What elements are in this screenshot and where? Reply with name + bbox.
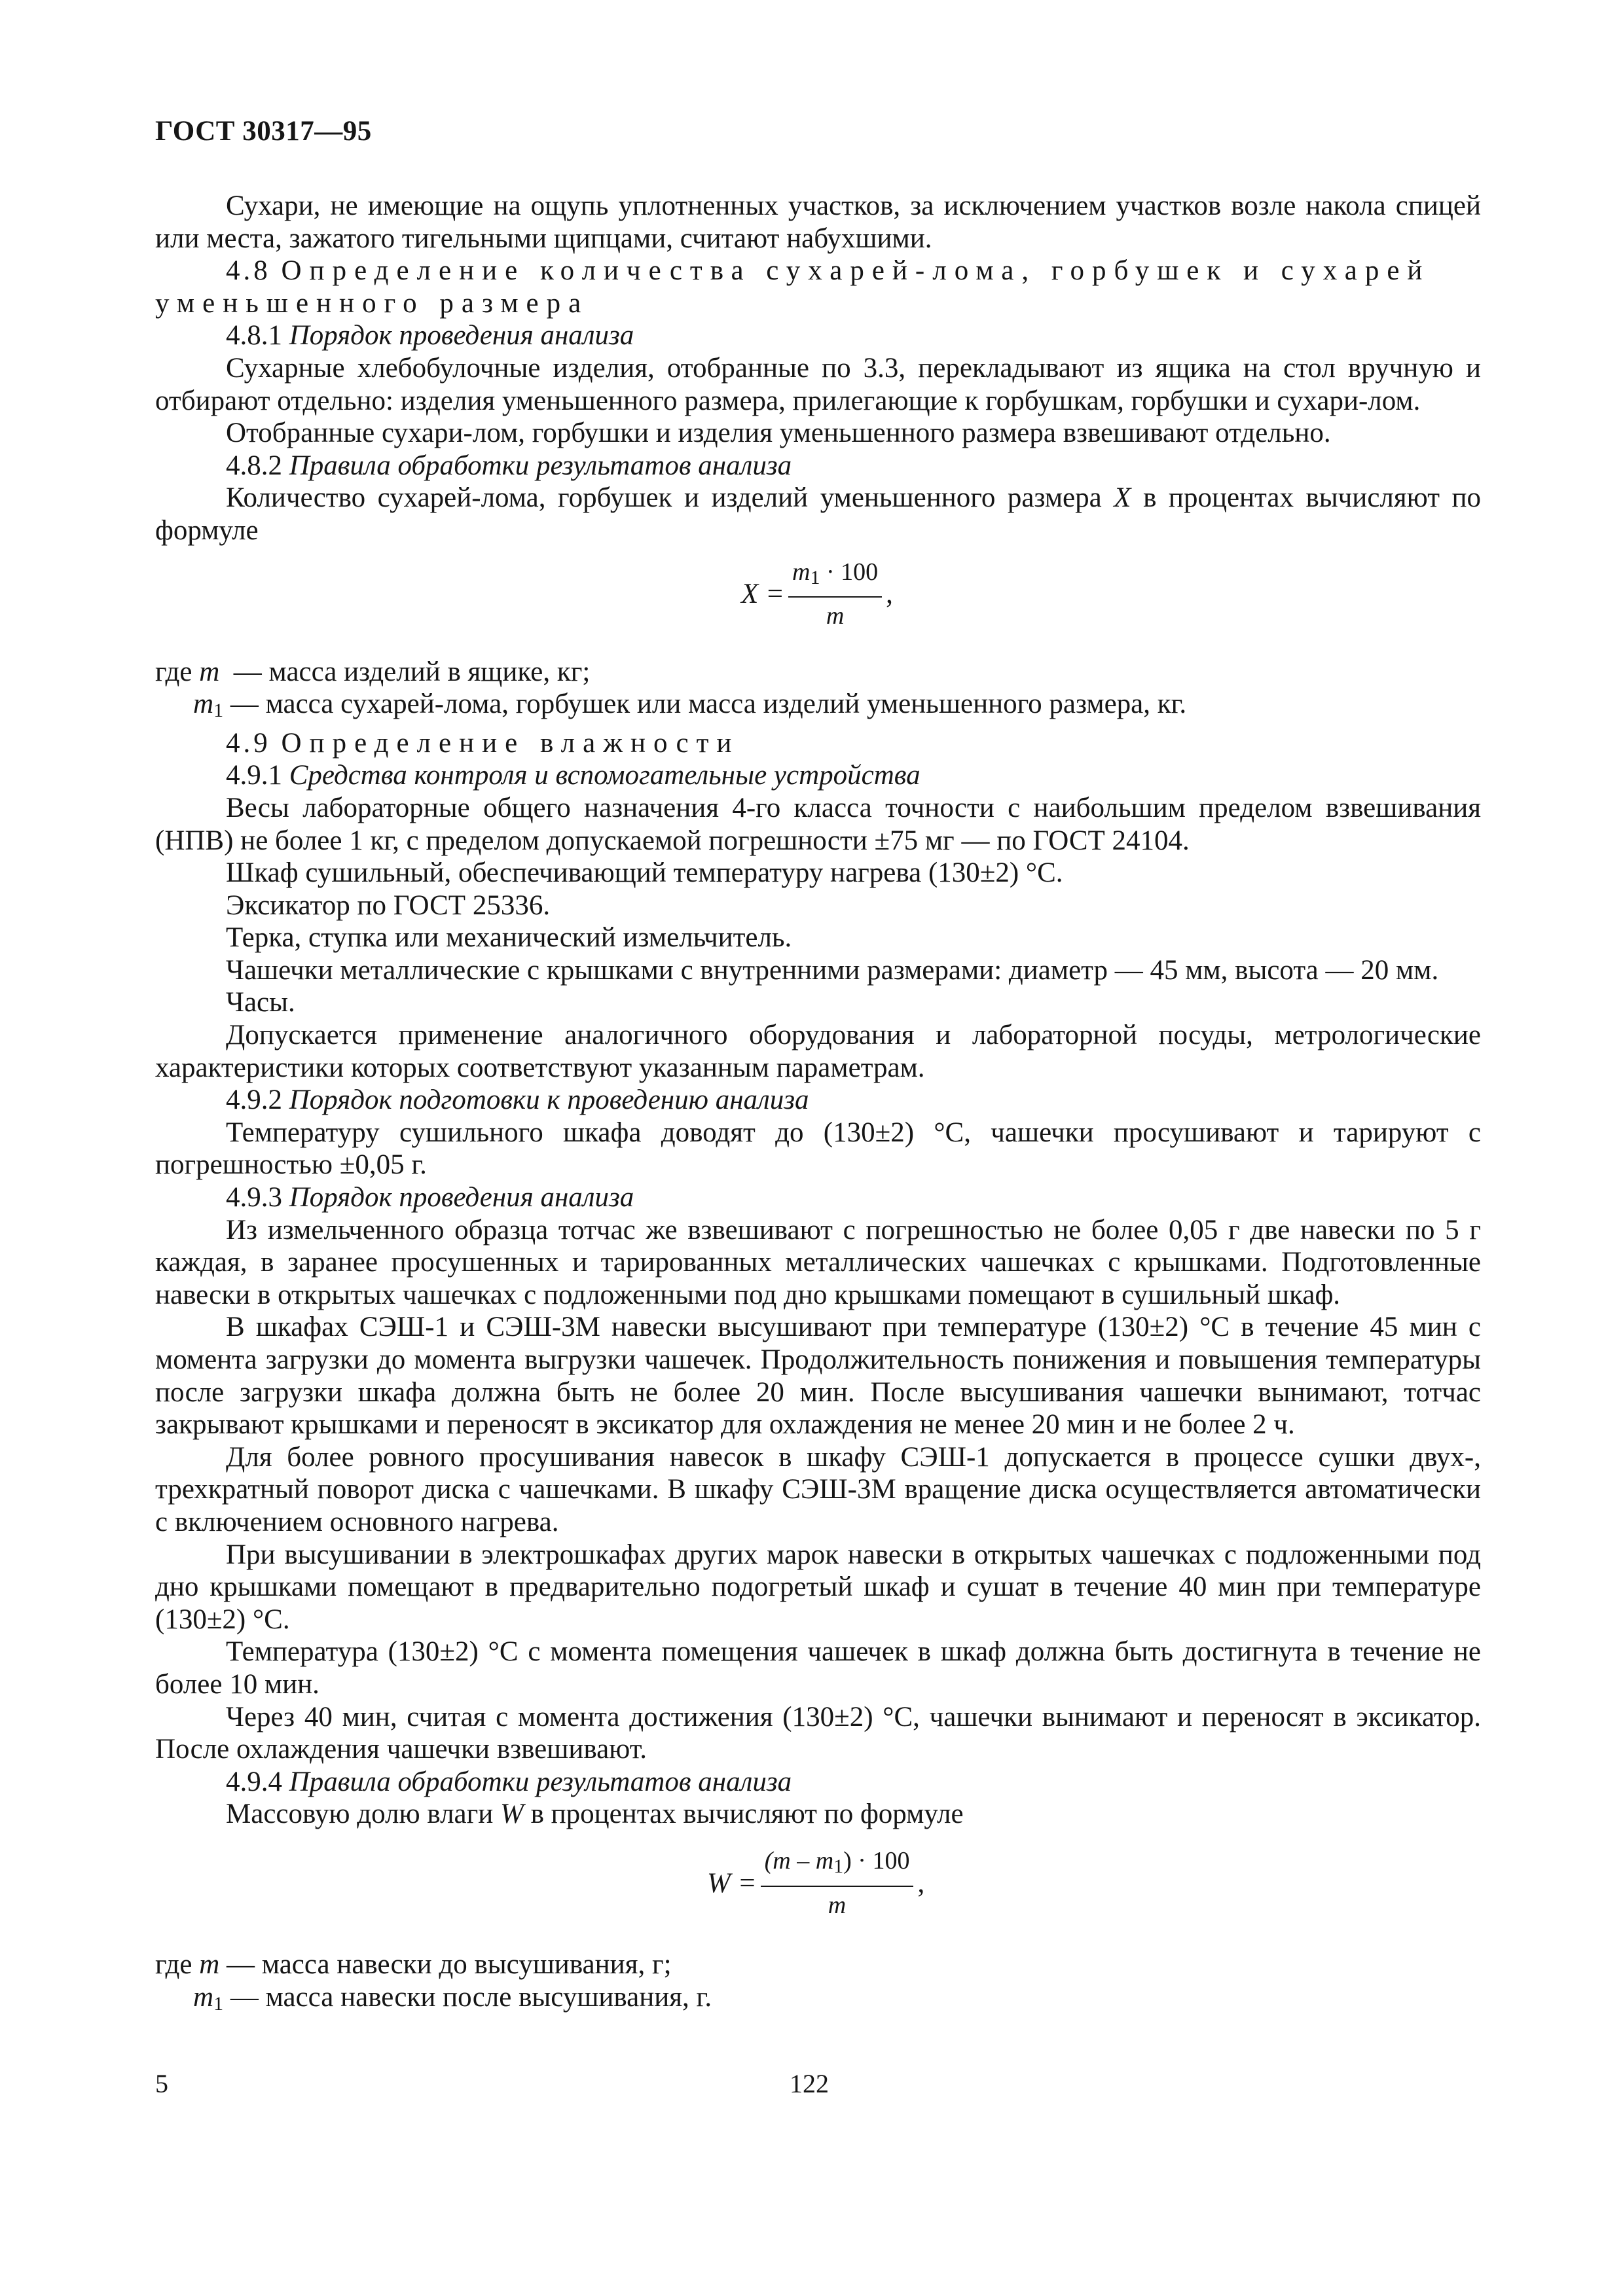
subsection-heading-4-9-2 <box>155 1084 1481 1117</box>
subsection-title: Порядок проведения анализа <box>289 1182 634 1213</box>
section-number: 4.9 <box>226 727 271 759</box>
formula-numerator <box>788 556 882 597</box>
paragraph: Температуру сушильного шкафа доводят до (130±2) °С, чашечки просушивают и тарируют с погрешностью ±0,05 г. <box>155 1117 1481 1181</box>
formula-fraction <box>788 556 882 633</box>
paragraph: Отобранные сухари-лом, горбушки и изделия уменьшенного размера взвешивают отдельно. <box>226 418 1331 449</box>
section-heading-4-8 <box>155 255 1481 319</box>
subsection-heading-4-9-1 <box>155 759 1481 792</box>
paragraph: Сухари, не имеющие на ощупь уплотненных участков, за исключением участков возле накола спицей или места, зажатого тигельными щипцами, считают набухшими. <box>155 190 1481 254</box>
subsection-number: 4.9.3 <box>226 1182 282 1213</box>
text-fragment: в процентах вычисляют по формуле <box>530 1799 964 1830</box>
subscript: 1 <box>213 1992 224 2015</box>
subsection-title: Средства контроля и вспомогательные устройства <box>289 760 921 791</box>
legend-line <box>155 1948 1481 1981</box>
subsection-heading-4-9-3 <box>155 1181 1481 1214</box>
text-fragment: Массовую долю влаги <box>226 1799 494 1830</box>
formula-numerator <box>761 1845 914 1886</box>
legend-var: m <box>193 689 214 720</box>
section-number: 4.8 <box>226 255 271 287</box>
variable-w: W <box>500 1799 524 1830</box>
paragraph: Через 40 мин, считая с момента достижения (130±2) °С, чашечки вынимают и переносят в эксикатор. После охлаждения чашечки взвешивают. <box>155 1701 1481 1765</box>
legend-line <box>155 656 1481 689</box>
paragraph: Часы. <box>226 987 295 1018</box>
text-fragment: в процентах вычисляют по формуле <box>155 482 1482 546</box>
legend-line <box>155 1981 1481 2020</box>
subscript: 1 <box>810 566 820 588</box>
subsection-number: 4.9.2 <box>226 1085 282 1116</box>
legend-text: — масса изделий в ящике, кг; <box>233 656 591 687</box>
var-m: m <box>792 558 811 586</box>
numerator-part: (m – m <box>764 1846 834 1874</box>
subsection-number: 4.9.1 <box>226 760 282 791</box>
text-fragment: Количество сухарей-лома, горбушек и изделий уменьшенного размера <box>226 482 1102 514</box>
section-heading-4-9 <box>155 727 1481 760</box>
subsection-heading-4-8-2 <box>155 450 1481 482</box>
document-body <box>155 190 1481 2020</box>
legend-text: — масса сухарей-лома, горбушек или масса изделий уменьшенного размера, кг. <box>230 689 1187 720</box>
legend-text: — масса навески до высушивания, г; <box>227 1948 672 1980</box>
legend-var: m <box>199 656 220 687</box>
paragraph: Эксикатор по ГОСТ 25336. <box>226 889 551 921</box>
variable-x: X <box>1114 482 1131 514</box>
formula-comma: , <box>886 579 893 610</box>
formula-lhs: X = <box>741 579 785 610</box>
formula-fraction <box>761 1845 914 1922</box>
legend-word: где <box>155 1948 192 1980</box>
formula-w <box>155 1840 1481 1938</box>
legend-word: где <box>155 656 192 687</box>
subsection-heading-4-9-4 <box>155 1766 1481 1799</box>
legend-var: m <box>199 1948 220 1980</box>
section-title: Определение количества сухарей-лома, горбушек и сухарей уменьшенного размера <box>155 255 1431 319</box>
paragraph: Весы лабораторные общего назначения 4-го класса точности с наибольшим пределом взвешивания (НПВ) не более 1 кг, с пределом допускаемой погрешности ±75 мг — по ГОСТ 24104. <box>155 792 1481 856</box>
paragraph: При высушивании в электрошкафах других марок навески в открытых чашечках с подложенными под дно крышками помещают в предварительно подогретый шкаф и сушат в течение 40 мин при температуре (130±2) °С. <box>155 1539 1481 1635</box>
paragraph: В шкафах СЭШ-1 и СЭШ-3М навески высушивают при температуре (130±2) °С в течение 45 мин с момента загрузки до момента выгрузки чашечек. Продолжительность понижения и повышения температуры после загрузки шкафа должна быть не более 20 мин. После высушивания чашечки вынимают, тотчас закрывают крышками и переносят в эксикатор для охлаждения не менее 20 мин и не более 2 ч. <box>155 1312 1481 1441</box>
paragraph: Терка, ступка или механический измельчитель. <box>226 922 792 954</box>
paragraph: Допускается применение аналогичного оборудования и лабораторной посуды, метрологические характеристики которых соответствуют указанным параметрам. <box>155 1020 1481 1083</box>
legend-text: — масса навески после высушивания, г. <box>230 1981 712 2013</box>
legend-line <box>155 688 1481 727</box>
section-title: Определение влажности <box>281 727 740 759</box>
subsection-heading-4-8-1 <box>155 319 1481 352</box>
subsection-number: 4.9.4 <box>226 1766 282 1797</box>
numerator-factor: · 100 <box>826 558 879 586</box>
subsection-title: Правила обработки результатов анализа <box>289 1766 792 1797</box>
page-number-center: 122 <box>790 2069 829 2098</box>
subsection-title: Порядок проведения анализа <box>289 320 634 351</box>
formula-denominator: m <box>828 1891 847 1919</box>
subsection-number: 4.8.1 <box>226 320 282 351</box>
document-header: ГОСТ 30317—95 <box>155 116 372 147</box>
paragraph <box>155 482 1481 547</box>
paragraph: Из измельченного образца тотчас же взвешивают с погрешностью не более 0,05 г две навески по 5 г каждая, в заранее просушенных и тарированных металлических чашечках с крышками. Подготовленные навески в открытых чашечках с подложенными под дно крышками помещают в сушильный шкаф. <box>155 1214 1481 1310</box>
paragraph: Сухарные хлебобулочные изделия, отобранные по 3.3, перекладывают из ящика на стол вручную и отбирают отдельно: изделия уменьшенного размера, прилегающие к горбушкам, горбушки и сухари-лом. <box>155 352 1481 416</box>
numerator-factor: ) · 100 <box>843 1846 910 1874</box>
formula-lhs: W = <box>707 1867 757 1899</box>
subsection-number: 4.8.2 <box>226 450 282 481</box>
paragraph: Температура (130±2) °С с момента помещения чашечек в шкаф должна быть достигнута в течение не более 10 мин. <box>155 1636 1481 1700</box>
subscript: 1 <box>213 700 224 722</box>
formula-x <box>155 554 1481 645</box>
formula-comma: , <box>917 1867 925 1899</box>
paragraph: Для более ровного просушивания навесок в шкафу СЭШ-1 допускается в процессе сушки двух-, трехкратный поворот диска с чашечками. В шкафу СЭШ-3М вращение диска осуществляется автоматически с включением основного нагрева. <box>155 1441 1481 1537</box>
paragraph: Шкаф сушильный, обеспечивающий температуру нагрева (130±2) °С. <box>226 857 1063 889</box>
paragraph <box>155 1798 1481 1831</box>
legend-var: m <box>193 1981 214 2013</box>
formula-denominator: m <box>826 602 845 630</box>
subscript: 1 <box>833 1855 844 1877</box>
subsection-title: Правила обработки результатов анализа <box>289 450 792 481</box>
page-number-left: 5 <box>155 2069 168 2098</box>
subsection-title: Порядок подготовки к проведению анализа <box>289 1085 809 1116</box>
paragraph: Чашечки металлические с крышками с внутренними размерами: диаметр — 45 мм, высота — 20 мм. <box>226 954 1439 986</box>
